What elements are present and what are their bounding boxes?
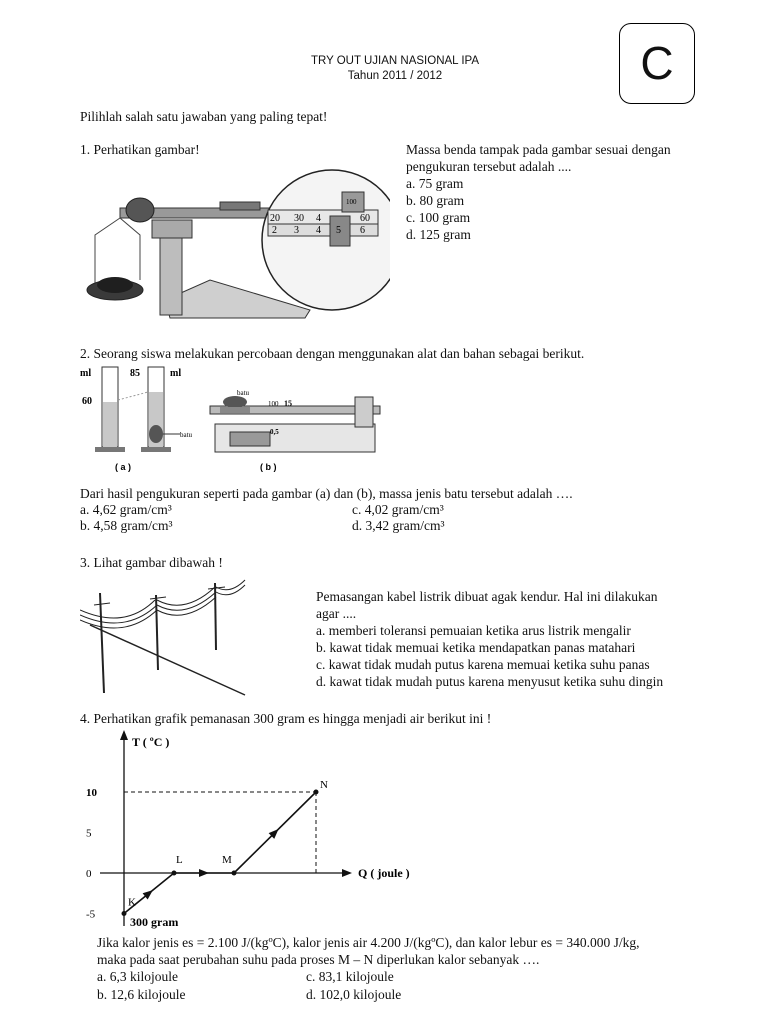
scale-top-3: 4 [316, 213, 321, 224]
point-label: N [320, 779, 328, 791]
q2-stem: Dari hasil pengukuran seperti pada gambar (a) dan (b), massa jenis batu tersebut adalah …. [80, 486, 573, 501]
data-point [232, 871, 237, 876]
chart-axes [100, 730, 352, 926]
scale-bottom-4: 5 [336, 225, 341, 236]
cylinders [95, 367, 180, 452]
ml-left-label: ml [80, 368, 92, 379]
reading-85: 85 [130, 368, 140, 379]
power-lines-drawing [80, 580, 245, 695]
q4-stem-1: Jika kalor jenis es = 2.100 J/(kgºC), kalor jenis air 4.200 J/(kgºC), dan kalor lebur es = 340.000 J/kg, [97, 935, 640, 950]
y-tick-label: 0 [86, 868, 92, 880]
scale-top-1: 20 [270, 213, 280, 224]
version-badge: C [619, 23, 695, 104]
reading-60: 60 [82, 396, 92, 407]
scale-b-05: 0,5 [270, 428, 279, 436]
segment-arrow [199, 869, 209, 877]
q1-option-d: d. 125 gram [406, 227, 471, 242]
q3-text-2: agar .... [316, 606, 357, 621]
exam-title: TRY OUT UJIAN NASIONAL IPA [310, 55, 480, 67]
power-lines-figure [80, 575, 250, 700]
q4-option-d: d. 102,0 kilojoule [306, 987, 402, 1002]
caption-a: ( a ) [115, 462, 132, 472]
data-point [314, 790, 319, 795]
q1-option-c: c. 100 gram [406, 210, 471, 225]
data-point [172, 871, 177, 876]
x-axis-label: Q ( joule ) [358, 866, 410, 880]
instruction: Pilihlah salah satu jawaban yang paling tepat! [80, 109, 328, 124]
triple-beam-balance [210, 396, 380, 452]
q4-option-a: a. 6,3 kilojoule [97, 969, 178, 984]
point-label: K [128, 896, 136, 909]
scale-top-2: 30 [294, 213, 304, 224]
y-tick-label: 10 [86, 787, 97, 799]
q3-label: 3. Lihat gambar dibawah ! [80, 555, 223, 570]
ml-right-label: ml [170, 368, 182, 379]
scale-tab-label: 100 [346, 198, 357, 206]
density-figure [80, 362, 390, 477]
stone-label-a: batu [180, 431, 193, 439]
point-label: L [176, 854, 183, 866]
q3-option-c: c. kawat tidak mudah putus karena memuai ketika suhu panas [316, 657, 650, 672]
q1-option-a: a. 75 gram [406, 176, 464, 191]
scale-b-100: 100 [268, 400, 279, 408]
scale-bottom-5: 6 [360, 225, 365, 236]
q3-option-b: b. kawat tidak memuai ketika mendapatkan panas matahari [316, 640, 636, 655]
heating-chart [80, 726, 440, 934]
q1-label: 1. Perhatikan gambar! [80, 142, 200, 157]
y-tick-label: 5 [86, 827, 92, 840]
q2-label: 2. Seorang siswa melakukan percobaan dengan menggunakan alat dan bahan sebagai berikut. [80, 346, 585, 361]
q4-option-b: b. 12,6 kilojoule [97, 987, 186, 1002]
y-axis-label: T ( ºC ) [132, 735, 170, 749]
q4-option-c: c. 83,1 kilojoule [306, 969, 394, 984]
exam-year: Tahun 2011 / 2012 [347, 70, 443, 82]
chart-marks [86, 779, 328, 921]
scale-top-4: 60 [360, 213, 370, 224]
scale-bottom-2: 3 [294, 225, 299, 236]
balance-figure [80, 160, 390, 330]
q1-text-2: pengukuran tersebut adalah .... [406, 159, 572, 174]
q3-option-a: a. memberi toleransi pemuaian ketika arus listrik mengalir [316, 623, 631, 638]
q4-label: 4. Perhatikan grafik pemanasan 300 gram es hingga menjadi air berikut ini ! [80, 711, 492, 726]
q4-stem-2: maka pada saat perubahan suhu pada proses M – N diperlukan kalor sebanyak …. [97, 952, 540, 967]
data-point [122, 911, 127, 916]
y-tick-label: -5 [86, 908, 96, 921]
q1-text-1: Massa benda tampak pada gambar sesuai dengan [406, 142, 671, 157]
q2-option-d: d. 3,42 gram/cm³ [352, 518, 445, 533]
scale-bottom-3: 4 [316, 225, 321, 236]
stone-label-b: batu [237, 389, 250, 397]
scale-b-15: 15 [284, 399, 292, 408]
point-label: M [222, 854, 232, 866]
mass-annotation: 300 gram [130, 915, 179, 929]
q3-text-1: Pemasangan kabel listrik dibuat agak kendur. Hal ini dilakukan [316, 589, 658, 604]
q2-option-b: b. 4,58 gram/cm³ [80, 518, 173, 533]
q3-option-d: d. kawat tidak mudah putus karena menyusut ketika suhu dingin [316, 674, 664, 689]
scale-bottom-1: 2 [272, 225, 277, 236]
caption-b: ( b ) [260, 462, 277, 472]
q2-option-c: c. 4,02 gram/cm³ [352, 502, 444, 517]
q1-option-b: b. 80 gram [406, 193, 465, 208]
magnifier-circle [262, 170, 390, 310]
q2-option-a: a. 4,62 gram/cm³ [80, 502, 172, 517]
